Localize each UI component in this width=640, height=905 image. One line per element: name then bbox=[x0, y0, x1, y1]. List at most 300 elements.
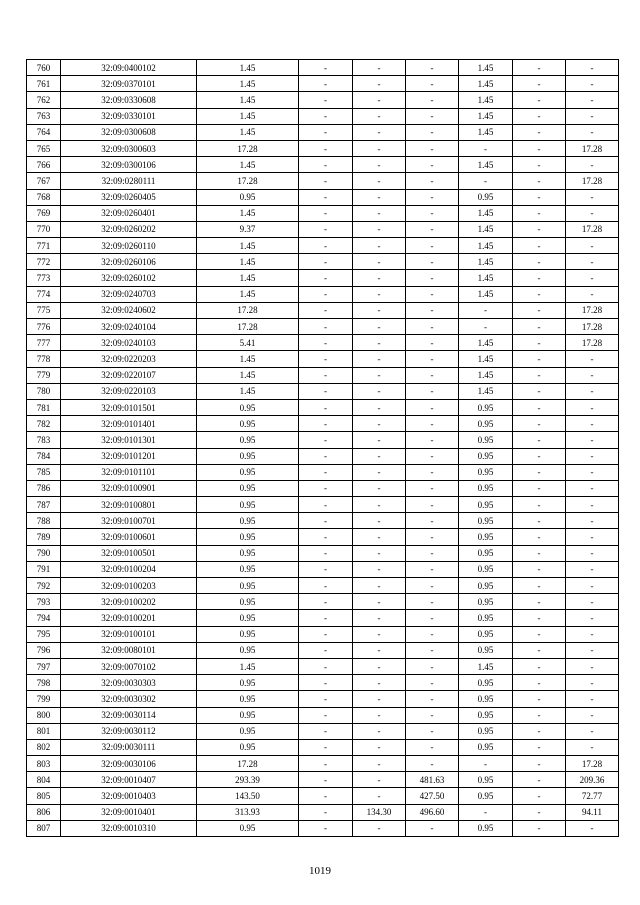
table-row bbox=[27, 594, 619, 610]
table-cell: 762 bbox=[27, 92, 61, 108]
table-cell: - bbox=[299, 610, 353, 626]
table-cell: - bbox=[406, 367, 459, 383]
table-cell: - bbox=[353, 464, 406, 480]
table-cell: - bbox=[299, 578, 353, 594]
table-cell: 17.28 bbox=[197, 756, 299, 772]
table-cell: - bbox=[299, 254, 353, 270]
table-cell: 764 bbox=[27, 124, 61, 140]
table-cell: 0.95 bbox=[197, 675, 299, 691]
table-cell: 1.45 bbox=[459, 254, 513, 270]
table-cell: 32:09:0101201 bbox=[61, 448, 197, 464]
table-cell: 785 bbox=[27, 464, 61, 480]
table-cell: 17.28 bbox=[197, 173, 299, 189]
table-cell: 94.11 bbox=[566, 804, 619, 820]
table-cell: 9.37 bbox=[197, 221, 299, 237]
table-cell: - bbox=[406, 610, 459, 626]
table-cell: - bbox=[299, 642, 353, 658]
table-cell: 0.95 bbox=[197, 529, 299, 545]
table-cell: - bbox=[406, 691, 459, 707]
table-cell: 0.95 bbox=[197, 642, 299, 658]
table-cell: 17.28 bbox=[566, 173, 619, 189]
table-cell: 0.95 bbox=[459, 416, 513, 432]
table-cell: 0.95 bbox=[197, 416, 299, 432]
table-cell: - bbox=[566, 157, 619, 173]
table-cell: - bbox=[406, 820, 459, 836]
table-row bbox=[27, 189, 619, 205]
table-cell: - bbox=[299, 92, 353, 108]
table-row bbox=[27, 270, 619, 286]
table-cell: 0.95 bbox=[197, 707, 299, 723]
table-cell: 768 bbox=[27, 189, 61, 205]
table-cell: 0.95 bbox=[459, 772, 513, 788]
table-row bbox=[27, 497, 619, 513]
table-row bbox=[27, 642, 619, 658]
table-cell: 32:09:0101501 bbox=[61, 399, 197, 415]
table-cell: - bbox=[299, 399, 353, 415]
table-cell: 32:09:0300603 bbox=[61, 140, 197, 156]
table-cell: 790 bbox=[27, 545, 61, 561]
table-cell: 1.45 bbox=[459, 157, 513, 173]
table-cell: - bbox=[299, 319, 353, 335]
table-cell: 17.28 bbox=[566, 302, 619, 318]
table-cell: - bbox=[566, 238, 619, 254]
table-cell: 32:09:0260110 bbox=[61, 238, 197, 254]
table-cell: - bbox=[513, 513, 566, 529]
table-cell: - bbox=[406, 578, 459, 594]
table-cell: 0.95 bbox=[197, 497, 299, 513]
table-cell: 1.45 bbox=[197, 270, 299, 286]
table-cell: 773 bbox=[27, 270, 61, 286]
table-cell: 32:09:0010407 bbox=[61, 772, 197, 788]
table-cell: 32:09:0030112 bbox=[61, 723, 197, 739]
table-cell: - bbox=[406, 497, 459, 513]
table-row bbox=[27, 529, 619, 545]
table-cell: - bbox=[406, 270, 459, 286]
table-row bbox=[27, 707, 619, 723]
table-row bbox=[27, 286, 619, 302]
table-cell: - bbox=[513, 221, 566, 237]
table-cell: - bbox=[406, 416, 459, 432]
table-cell: - bbox=[353, 92, 406, 108]
table-cell: 774 bbox=[27, 286, 61, 302]
table-cell: 17.28 bbox=[566, 319, 619, 335]
table-cell: - bbox=[353, 286, 406, 302]
table-cell: - bbox=[406, 60, 459, 76]
table-row bbox=[27, 416, 619, 432]
table-cell: - bbox=[353, 140, 406, 156]
table-cell: 0.95 bbox=[459, 691, 513, 707]
table-cell: - bbox=[353, 205, 406, 221]
table-cell: - bbox=[299, 723, 353, 739]
table-cell: - bbox=[406, 92, 459, 108]
table-row bbox=[27, 772, 619, 788]
table-row bbox=[27, 578, 619, 594]
table-cell: 0.95 bbox=[197, 399, 299, 415]
table-cell: - bbox=[566, 448, 619, 464]
table-cell: 32:09:0100501 bbox=[61, 545, 197, 561]
table-cell: - bbox=[406, 319, 459, 335]
table-cell: 1.45 bbox=[197, 351, 299, 367]
table-row bbox=[27, 804, 619, 820]
table-cell: 143.50 bbox=[197, 788, 299, 804]
table-cell: - bbox=[353, 432, 406, 448]
table-cell: 32:09:0030111 bbox=[61, 739, 197, 755]
table-cell: - bbox=[513, 739, 566, 755]
table-cell: 0.95 bbox=[197, 739, 299, 755]
table-cell: 779 bbox=[27, 367, 61, 383]
table-cell: - bbox=[353, 173, 406, 189]
table-cell: 776 bbox=[27, 319, 61, 335]
table-row bbox=[27, 756, 619, 772]
table-cell: - bbox=[299, 416, 353, 432]
table-cell: - bbox=[353, 221, 406, 237]
table-cell: 32:09:0330101 bbox=[61, 108, 197, 124]
table-cell: - bbox=[406, 351, 459, 367]
table-cell: - bbox=[566, 723, 619, 739]
table-cell: 0.95 bbox=[459, 513, 513, 529]
table-cell: - bbox=[513, 60, 566, 76]
table-cell: - bbox=[299, 804, 353, 820]
table-cell: 761 bbox=[27, 76, 61, 92]
table-cell: - bbox=[566, 658, 619, 674]
table-row bbox=[27, 124, 619, 140]
table-cell: - bbox=[406, 642, 459, 658]
table-cell: 801 bbox=[27, 723, 61, 739]
table-cell: 1.45 bbox=[459, 658, 513, 674]
table-cell: 32:09:0240602 bbox=[61, 302, 197, 318]
table-row bbox=[27, 432, 619, 448]
table-row bbox=[27, 173, 619, 189]
table-cell: - bbox=[566, 497, 619, 513]
table-cell: 32:09:0100204 bbox=[61, 561, 197, 577]
table-cell: - bbox=[513, 254, 566, 270]
table-cell: - bbox=[406, 545, 459, 561]
table-row bbox=[27, 399, 619, 415]
table-cell: 1.45 bbox=[459, 367, 513, 383]
table-cell: 32:09:0260202 bbox=[61, 221, 197, 237]
table-cell: - bbox=[406, 739, 459, 755]
table-cell: - bbox=[406, 723, 459, 739]
table-cell: - bbox=[513, 561, 566, 577]
table-cell: - bbox=[566, 189, 619, 205]
table-cell: - bbox=[353, 707, 406, 723]
table-cell: - bbox=[353, 189, 406, 205]
table-cell: - bbox=[353, 594, 406, 610]
table-cell: 1.45 bbox=[459, 108, 513, 124]
table-cell: - bbox=[406, 448, 459, 464]
table-cell: - bbox=[513, 626, 566, 642]
table-cell: 1.45 bbox=[197, 658, 299, 674]
table-row bbox=[27, 383, 619, 399]
table-row bbox=[27, 351, 619, 367]
table-cell: - bbox=[513, 756, 566, 772]
table-cell: - bbox=[406, 529, 459, 545]
table-cell: 1.45 bbox=[197, 205, 299, 221]
table-cell: - bbox=[566, 416, 619, 432]
table-cell: - bbox=[299, 739, 353, 755]
table-cell: - bbox=[353, 399, 406, 415]
table-cell: - bbox=[406, 464, 459, 480]
table-cell: - bbox=[353, 626, 406, 642]
table-cell: 1.45 bbox=[197, 92, 299, 108]
table-cell: - bbox=[513, 189, 566, 205]
table-cell: 781 bbox=[27, 399, 61, 415]
table-cell: 32:09:0220203 bbox=[61, 351, 197, 367]
table-cell: - bbox=[406, 707, 459, 723]
table-cell: - bbox=[513, 335, 566, 351]
table-row bbox=[27, 76, 619, 92]
table-row bbox=[27, 691, 619, 707]
table-cell: - bbox=[299, 448, 353, 464]
table-row bbox=[27, 561, 619, 577]
table-cell: 32:09:0080101 bbox=[61, 642, 197, 658]
table-cell: 803 bbox=[27, 756, 61, 772]
table-cell: 0.95 bbox=[459, 820, 513, 836]
table-cell: - bbox=[353, 335, 406, 351]
table-cell: 0.95 bbox=[459, 545, 513, 561]
table-cell: 0.95 bbox=[459, 642, 513, 658]
table-cell: 0.95 bbox=[459, 578, 513, 594]
table-cell: 17.28 bbox=[197, 140, 299, 156]
table-cell: - bbox=[566, 270, 619, 286]
table-cell: - bbox=[299, 561, 353, 577]
table-cell: 32:09:0300608 bbox=[61, 124, 197, 140]
table-cell: 32:09:0100701 bbox=[61, 513, 197, 529]
table-cell: - bbox=[406, 254, 459, 270]
table-cell: 17.28 bbox=[566, 140, 619, 156]
table-cell: 32:09:0100801 bbox=[61, 497, 197, 513]
table-cell: 1.45 bbox=[197, 76, 299, 92]
table-cell: 32:09:0260106 bbox=[61, 254, 197, 270]
table-cell: - bbox=[566, 675, 619, 691]
table-cell: 32:09:0370101 bbox=[61, 76, 197, 92]
table-cell: 32:09:0100601 bbox=[61, 529, 197, 545]
table-cell: - bbox=[299, 286, 353, 302]
table-cell: - bbox=[566, 513, 619, 529]
table-cell: 805 bbox=[27, 788, 61, 804]
table-cell: - bbox=[353, 739, 406, 755]
table-cell: - bbox=[513, 432, 566, 448]
page-number: 1019 bbox=[309, 865, 331, 877]
table-row bbox=[27, 723, 619, 739]
table-cell: - bbox=[513, 238, 566, 254]
table-cell: - bbox=[406, 480, 459, 496]
table-cell: - bbox=[566, 610, 619, 626]
table-cell: - bbox=[513, 367, 566, 383]
table-cell: - bbox=[566, 286, 619, 302]
table-cell: 0.95 bbox=[197, 578, 299, 594]
table-cell: 786 bbox=[27, 480, 61, 496]
table-cell: 769 bbox=[27, 205, 61, 221]
table-cell: - bbox=[406, 238, 459, 254]
table-cell: 777 bbox=[27, 335, 61, 351]
table-cell: 32:09:0100203 bbox=[61, 578, 197, 594]
table-cell: 0.95 bbox=[459, 610, 513, 626]
table-cell: 766 bbox=[27, 157, 61, 173]
table-cell: - bbox=[299, 513, 353, 529]
table-cell: 798 bbox=[27, 675, 61, 691]
table-cell: 1.45 bbox=[197, 383, 299, 399]
table-row bbox=[27, 302, 619, 318]
table-cell: - bbox=[513, 707, 566, 723]
table-row bbox=[27, 335, 619, 351]
table-cell: - bbox=[299, 124, 353, 140]
table-cell: - bbox=[353, 351, 406, 367]
table-cell: - bbox=[353, 157, 406, 173]
table-cell: - bbox=[353, 367, 406, 383]
table-cell: - bbox=[353, 772, 406, 788]
table-row bbox=[27, 367, 619, 383]
table-cell: - bbox=[566, 691, 619, 707]
table-cell: - bbox=[459, 756, 513, 772]
table-cell: - bbox=[513, 529, 566, 545]
table-cell: 72.77 bbox=[566, 788, 619, 804]
table-cell: - bbox=[513, 205, 566, 221]
table-cell: 1.45 bbox=[197, 238, 299, 254]
table-cell: 1.45 bbox=[459, 238, 513, 254]
table-cell: 778 bbox=[27, 351, 61, 367]
table-cell: - bbox=[353, 448, 406, 464]
table-cell: - bbox=[513, 594, 566, 610]
table-row bbox=[27, 464, 619, 480]
table-cell: 32:09:0220103 bbox=[61, 383, 197, 399]
table-cell: 799 bbox=[27, 691, 61, 707]
table-cell: - bbox=[353, 723, 406, 739]
table-cell: - bbox=[406, 626, 459, 642]
table-cell: - bbox=[353, 238, 406, 254]
table-cell: - bbox=[513, 416, 566, 432]
table-cell: 32:09:0260401 bbox=[61, 205, 197, 221]
table-cell: 0.95 bbox=[459, 594, 513, 610]
table-cell: 1.45 bbox=[197, 367, 299, 383]
table-cell: - bbox=[566, 820, 619, 836]
table-cell: 32:09:0240104 bbox=[61, 319, 197, 335]
table-row bbox=[27, 820, 619, 836]
table-cell: - bbox=[353, 561, 406, 577]
table-cell: - bbox=[459, 173, 513, 189]
table-cell: 806 bbox=[27, 804, 61, 820]
table-cell: 496.60 bbox=[406, 804, 459, 820]
table-cell: 32:09:0260405 bbox=[61, 189, 197, 205]
table-cell: - bbox=[299, 788, 353, 804]
table-cell: 793 bbox=[27, 594, 61, 610]
table-cell: 134.30 bbox=[353, 804, 406, 820]
table-cell: 17.28 bbox=[566, 221, 619, 237]
table-cell: - bbox=[353, 124, 406, 140]
table-cell: 0.95 bbox=[197, 610, 299, 626]
table-cell: - bbox=[353, 416, 406, 432]
table-cell: - bbox=[299, 675, 353, 691]
table-cell: 789 bbox=[27, 529, 61, 545]
table-cell: - bbox=[566, 351, 619, 367]
table-cell: - bbox=[459, 319, 513, 335]
table-cell: - bbox=[406, 432, 459, 448]
table-cell: - bbox=[513, 788, 566, 804]
table-cell: 17.28 bbox=[197, 302, 299, 318]
table-cell: 32:09:0100202 bbox=[61, 594, 197, 610]
table-cell: - bbox=[566, 432, 619, 448]
table-cell: 1.45 bbox=[197, 60, 299, 76]
table-cell: - bbox=[353, 319, 406, 335]
table-cell: - bbox=[353, 578, 406, 594]
table-cell: 760 bbox=[27, 60, 61, 76]
table-row bbox=[27, 319, 619, 335]
table-row bbox=[27, 108, 619, 124]
table-cell: - bbox=[406, 383, 459, 399]
table-row bbox=[27, 480, 619, 496]
table-cell: - bbox=[299, 545, 353, 561]
table-cell: 0.95 bbox=[459, 464, 513, 480]
table-cell: - bbox=[406, 205, 459, 221]
table-cell: - bbox=[299, 658, 353, 674]
table-cell: 1.45 bbox=[197, 157, 299, 173]
table-cell: - bbox=[299, 60, 353, 76]
table-cell: - bbox=[513, 804, 566, 820]
table-cell: - bbox=[513, 448, 566, 464]
table-cell: 1.45 bbox=[459, 351, 513, 367]
table-cell: - bbox=[566, 383, 619, 399]
table-cell: - bbox=[406, 157, 459, 173]
table-cell: - bbox=[406, 108, 459, 124]
data-table bbox=[26, 59, 619, 837]
table-cell: 796 bbox=[27, 642, 61, 658]
table-cell: - bbox=[459, 804, 513, 820]
table-cell: - bbox=[566, 545, 619, 561]
table-row bbox=[27, 60, 619, 76]
table-cell: 32:09:0101401 bbox=[61, 416, 197, 432]
table-cell: 770 bbox=[27, 221, 61, 237]
table-cell: 32:09:0100101 bbox=[61, 626, 197, 642]
table-cell: - bbox=[353, 497, 406, 513]
table-cell: 1.45 bbox=[459, 60, 513, 76]
table-row bbox=[27, 254, 619, 270]
table-cell: - bbox=[513, 497, 566, 513]
table-cell: - bbox=[513, 772, 566, 788]
table-cell: 1.45 bbox=[459, 92, 513, 108]
table-cell: 0.95 bbox=[197, 545, 299, 561]
table-cell: 788 bbox=[27, 513, 61, 529]
table-cell: 0.95 bbox=[197, 626, 299, 642]
table-cell: - bbox=[513, 270, 566, 286]
table-row bbox=[27, 626, 619, 642]
table-cell: - bbox=[513, 399, 566, 415]
table-cell: - bbox=[513, 642, 566, 658]
table-cell: 0.95 bbox=[197, 691, 299, 707]
table-cell: - bbox=[299, 464, 353, 480]
table-cell: - bbox=[299, 383, 353, 399]
table-cell: - bbox=[406, 513, 459, 529]
table-cell: 807 bbox=[27, 820, 61, 836]
table-row bbox=[27, 140, 619, 156]
table-cell: - bbox=[513, 723, 566, 739]
table-cell: - bbox=[299, 432, 353, 448]
table-cell: 32:09:0240103 bbox=[61, 335, 197, 351]
table-cell: 32:09:0070102 bbox=[61, 658, 197, 674]
table-cell: 32:09:0240703 bbox=[61, 286, 197, 302]
table-cell: 0.95 bbox=[459, 399, 513, 415]
table-cell: 32:09:0030114 bbox=[61, 707, 197, 723]
table-cell: - bbox=[566, 205, 619, 221]
table-cell: 0.95 bbox=[197, 513, 299, 529]
table-cell: 0.95 bbox=[459, 189, 513, 205]
table-cell: - bbox=[566, 108, 619, 124]
table-cell: - bbox=[566, 480, 619, 496]
table-cell: - bbox=[513, 157, 566, 173]
table-cell: - bbox=[299, 302, 353, 318]
table-cell: - bbox=[353, 529, 406, 545]
table-cell: 0.95 bbox=[459, 480, 513, 496]
table-cell: 1.45 bbox=[459, 270, 513, 286]
